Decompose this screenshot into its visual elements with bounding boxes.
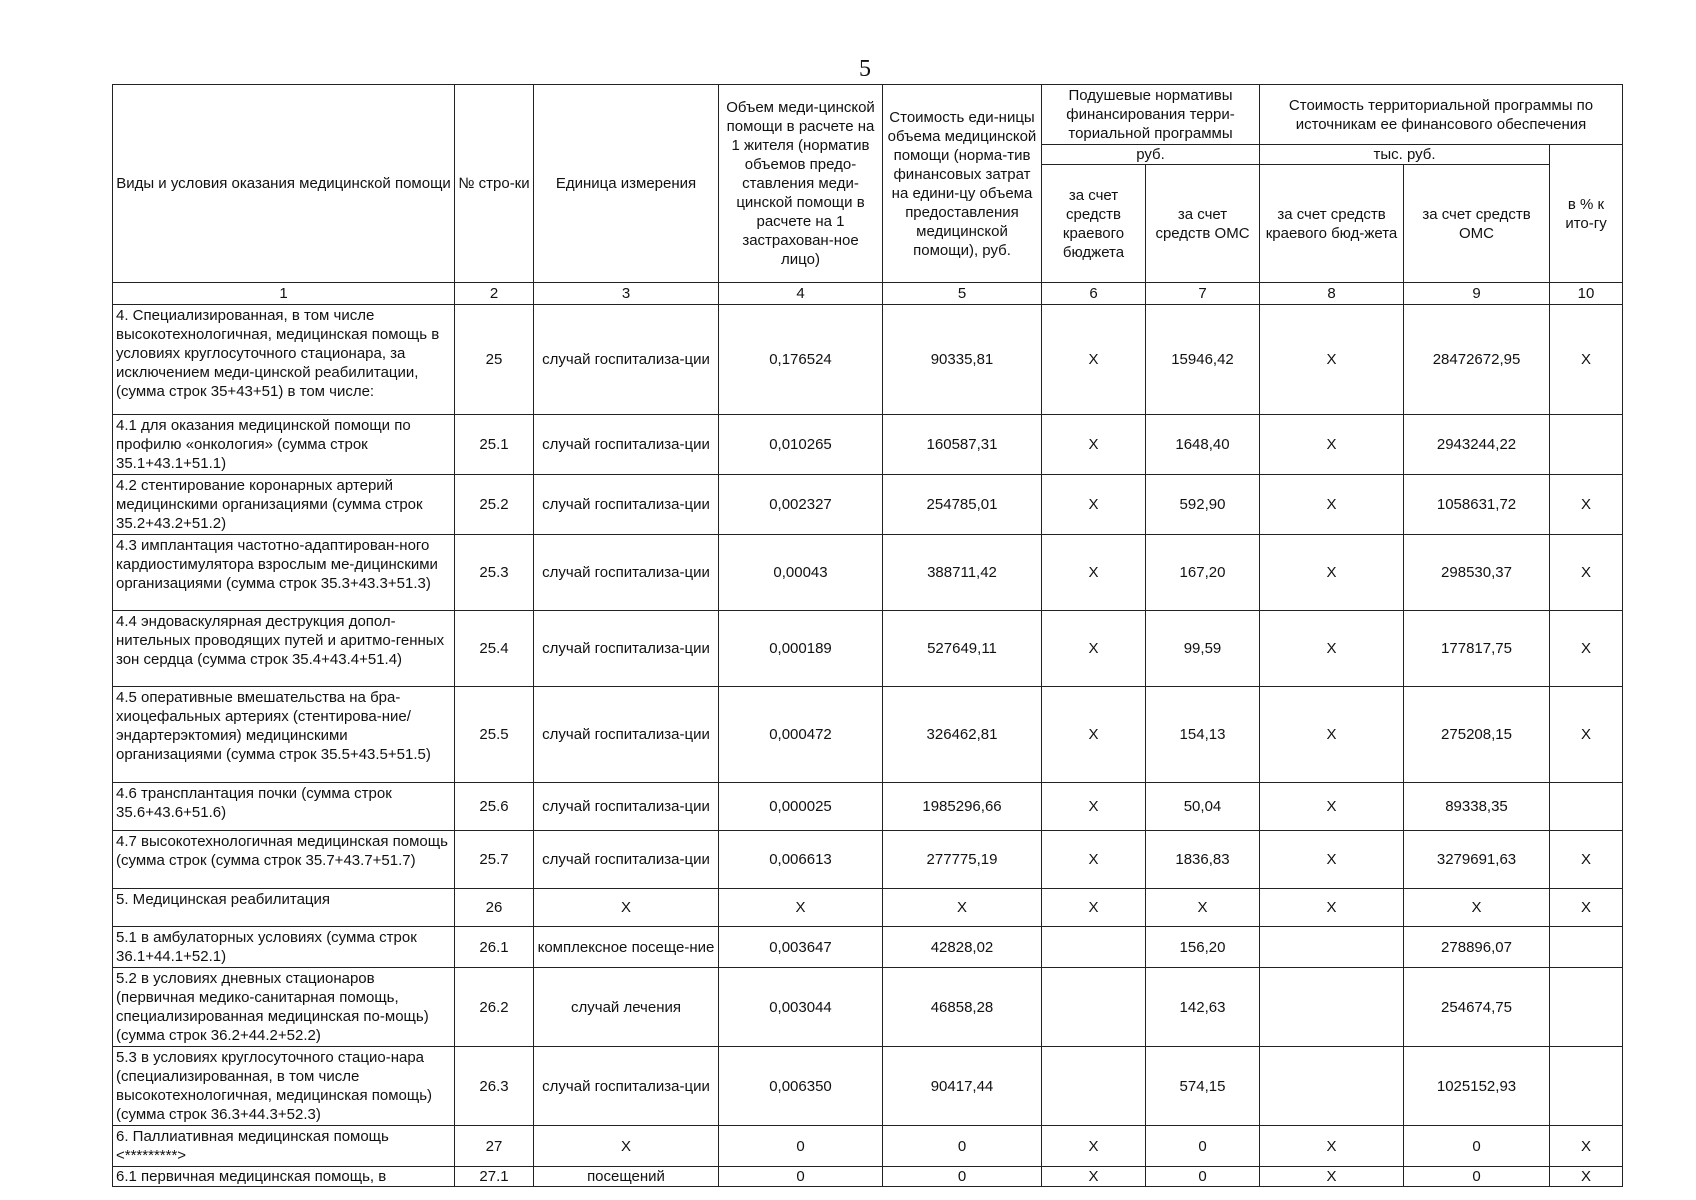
- row-name: 4.5 оперативные вмешательства на бра-хиоцефальных артериях (стентирова-ние/эндартерэктомия) медицинскими организациями (сумма строк 35.5+43.5+51.5): [113, 687, 455, 783]
- row-oms-cost: 89338,35: [1404, 783, 1550, 831]
- row-percent: [1550, 1047, 1623, 1126]
- row-regional-budget-cost: Х: [1260, 687, 1404, 783]
- row-regional-budget: Х: [1042, 611, 1146, 687]
- table-row: [113, 687, 1623, 783]
- page-number: 5: [859, 56, 871, 82]
- row-regional-budget-cost: Х: [1260, 415, 1404, 475]
- row-oms: 142,63: [1146, 968, 1260, 1047]
- row-name: 4.1 для оказания медицинской помощи по профилю «онкология» (сумма строк 35.1+43.1+51.1): [113, 415, 455, 475]
- row-cost: 326462,81: [883, 687, 1042, 783]
- row-unit: случай госпитализа-ции: [534, 831, 719, 889]
- row-oms: 574,15: [1146, 1047, 1260, 1126]
- row-oms-cost: 2943244,22: [1404, 415, 1550, 475]
- row-volume: 0,000189: [719, 611, 883, 687]
- header-unit-thousand-rub: тыс. руб.: [1260, 145, 1550, 165]
- row-unit: случай госпитализа-ции: [534, 687, 719, 783]
- row-unit: случай госпитализа-ции: [534, 611, 719, 687]
- row-cost: 46858,28: [883, 968, 1042, 1047]
- table-row: [113, 1126, 1623, 1167]
- row-regional-budget-cost: Х: [1260, 783, 1404, 831]
- table-row: [113, 889, 1623, 927]
- row-oms: 167,20: [1146, 535, 1260, 611]
- header-regional-budget-cost: за счет средств краевого бюд-жета: [1260, 165, 1404, 283]
- row-regional-budget: Х: [1042, 889, 1146, 927]
- row-oms-cost: 278896,07: [1404, 927, 1550, 968]
- row-unit: случай госпитализа-ции: [534, 783, 719, 831]
- row-regional-budget: Х: [1042, 305, 1146, 415]
- row-oms-cost: 275208,15: [1404, 687, 1550, 783]
- row-regional-budget-cost: Х: [1260, 475, 1404, 535]
- row-number: 25.4: [455, 611, 534, 687]
- row-oms-cost: 0: [1404, 1126, 1550, 1167]
- row-cost: 0: [883, 1167, 1042, 1187]
- row-volume: 0: [719, 1126, 883, 1167]
- row-percent: Х: [1550, 611, 1623, 687]
- header-oms-cost: за счет средств ОМС: [1404, 165, 1550, 283]
- row-name: 5.3 в условиях круглосуточного стацио-нара (специализированная, в том числе высокотехнологичная, медицинская помощь) (сумма строк 36.3+44.3+52.3): [113, 1047, 455, 1126]
- row-percent: Х: [1550, 305, 1623, 415]
- header-volume: Объем меди-цинской помощи в расчете на 1 жителя (норматив объемов предо-ставления меди-цинской помощи в расчете на 1 застрахован-ное лицо): [719, 85, 883, 283]
- row-name: 4.6 трансплантация почки (сумма строк 35.6+43.6+51.6): [113, 783, 455, 831]
- header-percent: в % к ито-гу: [1550, 145, 1623, 283]
- row-unit: случай лечения: [534, 968, 719, 1047]
- row-regional-budget-cost: Х: [1260, 831, 1404, 889]
- row-oms-cost: 0: [1404, 1167, 1550, 1187]
- row-name: 5.1 в амбулаторных условиях (сумма строк 36.1+44.1+52.1): [113, 927, 455, 968]
- row-oms-cost: 1058631,72: [1404, 475, 1550, 535]
- row-regional-budget-cost: [1260, 1047, 1404, 1126]
- row-regional-budget: [1042, 1047, 1146, 1126]
- row-oms-cost: 28472672,95: [1404, 305, 1550, 415]
- row-name: 4.3 имплантация частотно-адаптирован-ного кардиостимулятора взрослым ме-дицинскими организациями (сумма строк 35.3+43.3+51.3): [113, 535, 455, 611]
- row-oms: 156,20: [1146, 927, 1260, 968]
- table-row: [113, 1167, 1623, 1187]
- col-number: 8: [1260, 283, 1404, 305]
- row-percent: [1550, 927, 1623, 968]
- row-number: 26.3: [455, 1047, 534, 1126]
- row-regional-budget-cost: Х: [1260, 1167, 1404, 1187]
- row-volume: 0: [719, 1167, 883, 1187]
- row-oms: 0: [1146, 1126, 1260, 1167]
- row-oms-cost: 177817,75: [1404, 611, 1550, 687]
- header-row-number: № стро-ки: [455, 85, 534, 283]
- table-row: [113, 783, 1623, 831]
- row-percent: Х: [1550, 831, 1623, 889]
- col-number: 5: [883, 283, 1042, 305]
- header-unit-rub: руб.: [1042, 145, 1260, 165]
- col-number: 10: [1550, 283, 1623, 305]
- row-number: 25.6: [455, 783, 534, 831]
- row-percent: Х: [1550, 535, 1623, 611]
- row-unit: случай госпитализа-ции: [534, 475, 719, 535]
- header-program-cost-group: Стоимость территориальной программы по источникам ее финансового обеспечения: [1260, 85, 1623, 145]
- table-row: [113, 1047, 1623, 1126]
- row-number: 25.1: [455, 415, 534, 475]
- row-cost: 90335,81: [883, 305, 1042, 415]
- table-row: [113, 535, 1623, 611]
- row-regional-budget-cost: Х: [1260, 535, 1404, 611]
- row-oms: 15946,42: [1146, 305, 1260, 415]
- row-volume: 0,002327: [719, 475, 883, 535]
- row-unit: случай госпитализа-ции: [534, 535, 719, 611]
- row-number: 25.2: [455, 475, 534, 535]
- header-unit-cost: Стоимость еди-ницы объема медицинской помощи (норма-тив финансовых затрат на едини-цу объема предоставления медицинской помощи), руб.: [883, 85, 1042, 283]
- row-oms-cost: 1025152,93: [1404, 1047, 1550, 1126]
- row-regional-budget-cost: Х: [1260, 1126, 1404, 1167]
- row-number: 26.2: [455, 968, 534, 1047]
- row-regional-budget-cost: Х: [1260, 611, 1404, 687]
- row-percent: Х: [1550, 889, 1623, 927]
- col-number: 6: [1042, 283, 1146, 305]
- table-row: [113, 611, 1623, 687]
- row-oms: 154,13: [1146, 687, 1260, 783]
- col-number: 9: [1404, 283, 1550, 305]
- row-regional-budget-cost: [1260, 968, 1404, 1047]
- row-volume: 0,006613: [719, 831, 883, 889]
- row-cost: 388711,42: [883, 535, 1042, 611]
- row-oms-cost: 254674,75: [1404, 968, 1550, 1047]
- row-name: 4. Специализированная, в том числе высокотехнологичная, медицинская помощь в условиях круглосуточного стационара, за исключением меди-цинской реабилитации, (сумма строк 35+43+51) в том числе:: [113, 305, 455, 415]
- row-number: 26: [455, 889, 534, 927]
- header-unit: Единица измерения: [534, 85, 719, 283]
- row-percent: Х: [1550, 1126, 1623, 1167]
- row-cost: 254785,01: [883, 475, 1042, 535]
- row-cost: 1985296,66: [883, 783, 1042, 831]
- row-regional-budget: Х: [1042, 831, 1146, 889]
- row-percent: [1550, 968, 1623, 1047]
- row-regional-budget: Х: [1042, 1126, 1146, 1167]
- header-regional-budget: за счет средств краевого бюджета: [1042, 165, 1146, 283]
- row-percent: Х: [1550, 475, 1623, 535]
- row-regional-budget-cost: [1260, 927, 1404, 968]
- row-number: 27.1: [455, 1167, 534, 1187]
- row-number: 27: [455, 1126, 534, 1167]
- row-regional-budget: Х: [1042, 415, 1146, 475]
- table-row: [113, 415, 1623, 475]
- row-cost: 277775,19: [883, 831, 1042, 889]
- row-unit: комплексное посеще-ние: [534, 927, 719, 968]
- row-volume: 0,006350: [719, 1047, 883, 1126]
- row-name: 5. Медицинская реабилитация: [113, 889, 455, 927]
- row-cost: 42828,02: [883, 927, 1042, 968]
- row-name: 5.2 в условиях дневных стационаров (первичная медико-санитарная помощь, специализированная медицинская по-мощь) (сумма строк 36.2+44.2+52.2): [113, 968, 455, 1047]
- row-volume: 0,000025: [719, 783, 883, 831]
- row-cost: Х: [883, 889, 1042, 927]
- col-number: 7: [1146, 283, 1260, 305]
- table-row: [113, 305, 1623, 415]
- row-oms-cost: 298530,37: [1404, 535, 1550, 611]
- row-regional-budget: [1042, 968, 1146, 1047]
- row-regional-budget: Х: [1042, 687, 1146, 783]
- row-number: 25.3: [455, 535, 534, 611]
- row-regional-budget-cost: Х: [1260, 889, 1404, 927]
- row-volume: 0,00043: [719, 535, 883, 611]
- row-oms: 99,59: [1146, 611, 1260, 687]
- table-row: [113, 831, 1623, 889]
- row-unit: случай госпитализа-ции: [534, 415, 719, 475]
- row-number: 26.1: [455, 927, 534, 968]
- header-kinds: Виды и условия оказания медицинской помощи: [113, 85, 455, 283]
- row-number: 25: [455, 305, 534, 415]
- table-row: [113, 968, 1623, 1047]
- row-percent: Х: [1550, 1167, 1623, 1187]
- row-unit: случай госпитализа-ции: [534, 1047, 719, 1126]
- row-unit: Х: [534, 889, 719, 927]
- col-number: 2: [455, 283, 534, 305]
- row-percent: [1550, 783, 1623, 831]
- row-name: 4.2 стентирование коронарных артерий медицинскими организациями (сумма строк 35.2+43.2+51.2): [113, 475, 455, 535]
- header-per-capita-group: Подушевые нормативы финансирования терри-ториальной программы: [1042, 85, 1260, 145]
- financing-table: [112, 84, 1623, 1187]
- row-volume: Х: [719, 889, 883, 927]
- row-name: 6.1 первичная медицинская помощь, в: [113, 1167, 455, 1187]
- row-volume: 0,010265: [719, 415, 883, 475]
- row-name: 4.4 эндоваскулярная деструкция допол-нительных проводящих путей и аритмо-генных зон сердца (сумма строк 35.4+43.4+51.4): [113, 611, 455, 687]
- row-oms-cost: 3279691,63: [1404, 831, 1550, 889]
- row-oms: 1836,83: [1146, 831, 1260, 889]
- row-oms: 1648,40: [1146, 415, 1260, 475]
- row-regional-budget: Х: [1042, 1167, 1146, 1187]
- row-regional-budget: Х: [1042, 783, 1146, 831]
- row-number: 25.7: [455, 831, 534, 889]
- row-cost: 160587,31: [883, 415, 1042, 475]
- row-regional-budget: Х: [1042, 475, 1146, 535]
- row-volume: 0,000472: [719, 687, 883, 783]
- col-number: 3: [534, 283, 719, 305]
- row-oms-cost: Х: [1404, 889, 1550, 927]
- row-oms: 592,90: [1146, 475, 1260, 535]
- col-number: 4: [719, 283, 883, 305]
- row-volume: 0,003044: [719, 968, 883, 1047]
- header-oms: за счет средств ОМС: [1146, 165, 1260, 283]
- table-row: [113, 475, 1623, 535]
- row-number: 25.5: [455, 687, 534, 783]
- row-regional-budget: Х: [1042, 535, 1146, 611]
- row-volume: 0,003647: [719, 927, 883, 968]
- row-oms: 0: [1146, 1167, 1260, 1187]
- table-row: [113, 927, 1623, 968]
- row-cost: 0: [883, 1126, 1042, 1167]
- row-unit: случай госпитализа-ции: [534, 305, 719, 415]
- row-oms: 50,04: [1146, 783, 1260, 831]
- row-name: 4.7 высокотехнологичная медицинская помощь (сумма строк (сумма строк 35.7+43.7+51.7): [113, 831, 455, 889]
- row-unit: посещений: [534, 1167, 719, 1187]
- col-number: 1: [113, 283, 455, 305]
- row-volume: 0,176524: [719, 305, 883, 415]
- row-cost: 90417,44: [883, 1047, 1042, 1126]
- row-regional-budget-cost: Х: [1260, 305, 1404, 415]
- row-oms: Х: [1146, 889, 1260, 927]
- row-cost: 527649,11: [883, 611, 1042, 687]
- row-percent: [1550, 415, 1623, 475]
- row-unit: Х: [534, 1126, 719, 1167]
- row-name: 6. Паллиативная медицинская помощь <*********>: [113, 1126, 455, 1167]
- row-percent: Х: [1550, 687, 1623, 783]
- row-regional-budget: [1042, 927, 1146, 968]
